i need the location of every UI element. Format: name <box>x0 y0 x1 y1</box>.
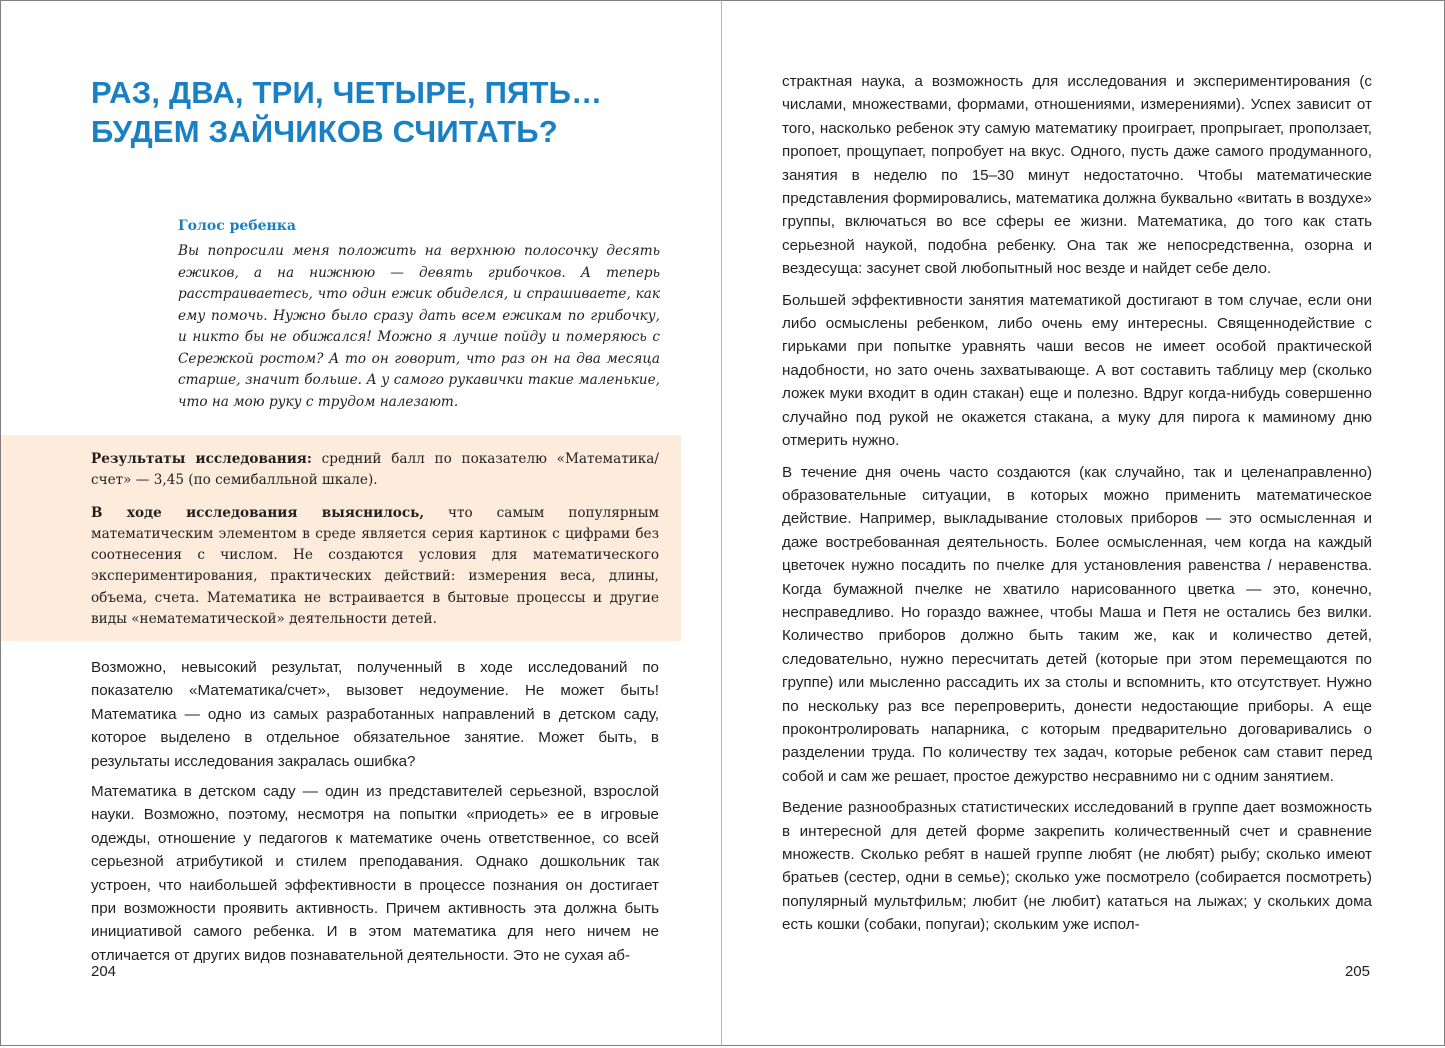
results-paragraph-1 <box>91 449 659 492</box>
research-results-box <box>1 435 681 641</box>
page-number-right: 205 <box>1344 963 1370 980</box>
chapter-title-line: БУДЕМ ЗАЙЧИКОВ СЧИТАТЬ? <box>91 114 558 149</box>
body-paragraph: Ведение разнообразных статистических исследований в группе дает возможность в интересной для детей форме закрепить количественный счет и сравнение множеств. Сколько ребят в нашей группе любят (не любят) рыбу; сколько имеют братьев (сестер, одни в семье); сколько уже посмотрело (собирается посмотреть) популярный мультфильм; любит (не любит) кататься на лыжах; у скольких дома есть кошки (собаки, попугаи); скольким уже испол- <box>782 799 1372 934</box>
left-page <box>0 0 722 1046</box>
child-voice-heading: Голос ребенка <box>178 218 296 234</box>
child-voice-text: Вы попросили меня положить на верхнюю полосочку десять ежиков, а на нижнюю — девять грибочков. А теперь расстраиваетесь, что один ежик обиделся, и спрашиваете, как ему помочь. Нужно было сразу дать всем ежикам по грибочку, и никто бы не обижался! Можно я лучше пойду и померяюсь с Сережкой ростом? А то он говорит, что раз он на два месяца старше, значит больше. А у самого рукавички такие маленькие, что на мою руку с трудом налезают. <box>178 243 660 410</box>
left-body-text <box>91 656 659 974</box>
right-page <box>722 0 1445 1046</box>
results-label: Результаты исследования: <box>91 451 312 467</box>
results-text: средний балл по показателю «Математика/счет» — 3,45 (по семибалльной шкале). <box>91 451 659 489</box>
body-paragraph: Математика в детском саду — один из представителей серьезной, взрослой науки. Возможно, поэтому, несмотря на попытки «приодеть» ее в игровые одежды, отношение у педагогов к математике очень ответственное, со всей серьезной атрибутикой и стилем преподавания. Однако дошкольник так устроен, что наибольшей эффективности в процессе познания он достигает при возможности проявить активность. Причем активность эта должна быть инициативой самого ребенка. И в этом математика для него ничем не отличается от других видов познавательной деятельности. Это не сухая аб- <box>91 783 659 964</box>
body-paragraph: Большей эффективности занятия математикой достигают в том случае, если они либо осмыслены ребенком, либо очень ему интересны. Священнодействие с гирьками при попытке уравнять чаши весов не имеет особой практической надобности, но зато очень захватывающе. А вот составить таблицу мер (сколько ложек муки входит в один стакан) еще и полезно. Вдруг когда-нибудь совершенно случайно под рукой не окажется стакана, а муку для пирога к маминому дню отмерить нужно. <box>782 291 1372 450</box>
body-paragraph: страктная наука, а возможность для исследования и экспериментирования (с числами, множествами, формами, отношениями, измерениями). Успех зависит от того, насколько ребенок эту самую математику проиграет, пропрыгает, проползает, пропоет, прощупает, попробует на вкус. Одного, пусть даже самого продуманного, занятия в неделю по 15–30 минут недостаточно. Чтобы математические представления формировались, математика должна буквально «витать в воздухе» группы, включаться во все сферы ее жизни. Математика, до того как стать серьезной наукой, подобна ребенку. Она так же непосредственна, озорна и вездесуща: засунет свой любопытный нос везде и найдет себе дело. <box>782 73 1372 278</box>
findings-text: что самым популярным математическим элементом в среде является серия картинок с цифрами без соотнесения с числом. Не создаются условия для математического экспериментирования, практических действий: измерения веса, длины, объема, счета. Математика не встраивается в бытовые процессы и другие виды «нематематической» деятельности детей. <box>91 504 659 628</box>
chapter-title-line: РАЗ, ДВА, ТРИ, ЧЕТЫРЕ, ПЯТЬ… <box>91 75 603 110</box>
right-body-text <box>782 70 1372 945</box>
chapter-title <box>91 73 691 151</box>
child-voice-box <box>178 218 660 413</box>
body-paragraph: Возможно, невысокий результат, полученный в ходе исследований по показателю «Математика/счет», вызовет недоумение. Не может быть! Математика — одно из самых разработанных направлений в детском саду, которое выделено в отдельное обязательное занятие. Может быть, в результаты исследования закралась ошибка? <box>91 659 659 770</box>
results-paragraph-2 <box>91 503 659 631</box>
page-number-left: 204 <box>91 963 117 980</box>
findings-label: В ходе исследования выяснилось, <box>91 504 425 521</box>
body-paragraph: В течение дня очень часто создаются (как случайно, так и целенаправленно) образовательные ситуации, в которых можно применить математическое действие. Например, выкладывание столовых приборов — это осмысленная и даже востребованная деятельность. Более осмысленная, чем когда на каждый цветочек нужно посадить по пчелке для установления равенства / неравенства. Когда бумажной пчелке не хватило нарисованного цветка — это, конечно, несправедливо. Но гораздо важнее, чтобы Маша и Петя не остались без вилки. Количество приборов должно быть таким же, как и количество детей, следовательно, нужно пересчитать детей (которые при этом перемещаются по группе) или мысленно рассадить их за столы и вспомнить, кто отсутствует. Нужно по нескольку раз все перепроверить, донести недостающие приборы. А еще проконтролировать напарника, с которым предварительно договаривались о разделении труда. По количеству тех задач, которые ребенок сам ставит перед собой и сам же решает, простое дежурство несравнимо ни с одним занятием. <box>782 463 1372 785</box>
